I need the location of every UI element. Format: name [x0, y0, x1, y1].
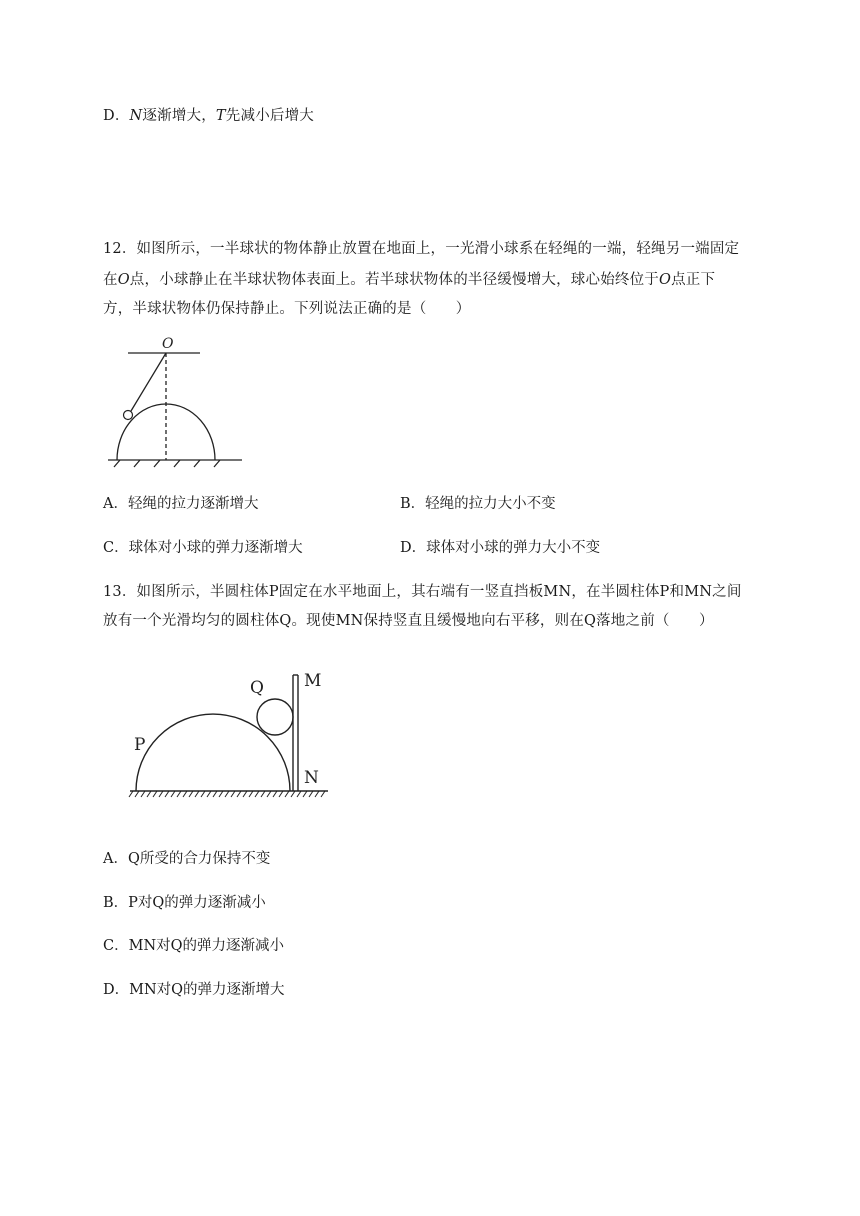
label-q: Q [250, 678, 264, 698]
q13-stem-line2: 放有一个光滑均匀的圆柱体Q。现使MN保持竖直且缓慢地向右平移，则在Q落地之前（ ） [103, 613, 714, 629]
q12-option-b[interactable]: B．轻绳的拉力大小不变 [400, 496, 556, 512]
q13-option-c[interactable]: C．MN对Q的弹力逐渐减小 [103, 938, 285, 954]
q12-stem-line2 [103, 268, 715, 289]
ground-hatching [129, 791, 325, 797]
variable-n: N [129, 108, 143, 124]
point-o-label: O [162, 336, 174, 352]
q12-figure [100, 334, 260, 474]
stem-text: 在 [103, 272, 118, 288]
q13-option-a[interactable]: A．Q所受的合力保持不变 [103, 851, 271, 867]
option-text: 逐渐增大， [142, 108, 216, 124]
q13-option-d[interactable]: D．MN对Q的弹力逐渐增大 [103, 982, 285, 998]
half-cylinder-p [136, 714, 290, 791]
q13-option-b[interactable]: B．P对Q的弹力逐渐减小 [103, 895, 266, 911]
variable-t: T [215, 108, 226, 124]
q12-stem-line1: 12．如图所示，一半球状的物体静止放置在地面上，一光滑小球系在轻绳的一端，轻绳另一端固定 [103, 241, 740, 257]
rope [131, 353, 166, 411]
variable-o: O [117, 272, 130, 288]
q12-option-c[interactable]: C．球体对小球的弹力逐渐增大 [103, 540, 303, 556]
variable-o: O [659, 272, 672, 288]
q13-figure [125, 665, 345, 805]
small-ball [124, 411, 133, 420]
prev-option-d [103, 104, 314, 125]
stem-text: 点正下 [671, 272, 716, 288]
label-m: M [304, 671, 322, 691]
label-n: N [304, 768, 319, 788]
q12-stem-line3: 方，半球状物体仍保持静止。下列说法正确的是（ ） [103, 301, 471, 317]
label-p: P [134, 735, 146, 755]
stem-text: 点，小球静止在半球状物体表面上。若半球状物体的半径缓慢增大，球心始终位于 [129, 272, 659, 288]
cylinder-q [257, 699, 293, 735]
option-text: 先减小后增大 [225, 108, 314, 124]
option-label: D． [103, 108, 130, 124]
q12-option-a[interactable]: A．轻绳的拉力逐渐增大 [103, 496, 259, 512]
ground-hatching [114, 460, 220, 467]
q13-stem-line1: 13．如图所示，半圆柱体P固定在水平地面上，其右端有一竖直挡板MN，在半圆柱体P和MN之间 [103, 584, 742, 600]
q12-option-d[interactable]: D．球体对小球的弹力大小不变 [400, 540, 601, 556]
